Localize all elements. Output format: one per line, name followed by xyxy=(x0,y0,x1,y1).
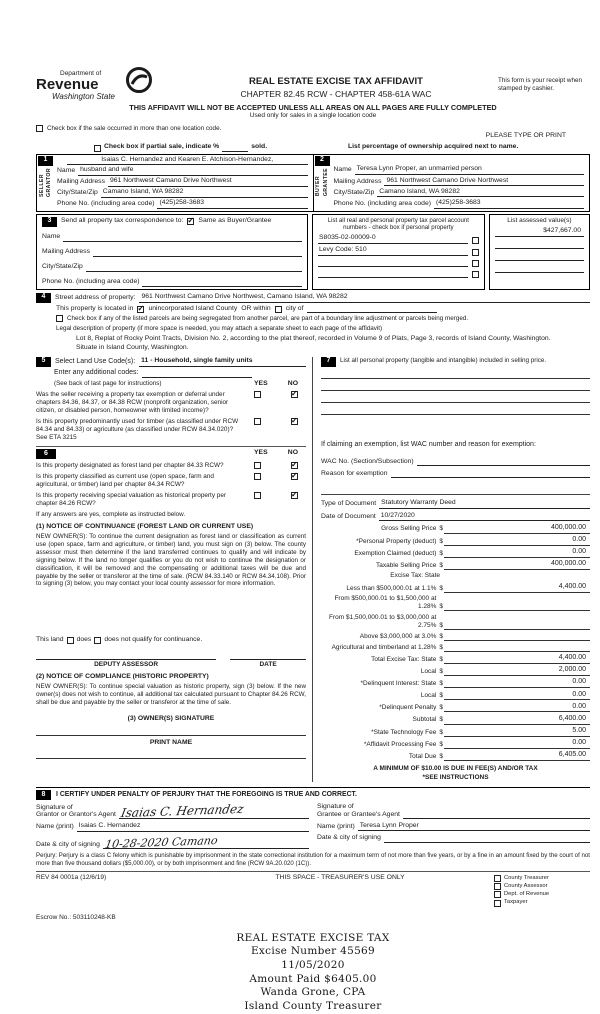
correspondence-section xyxy=(36,214,308,290)
dollar-sign: $ xyxy=(439,667,443,675)
single-location-note: Used only for sales in a single location code xyxy=(249,112,377,120)
dollar-sign: $ xyxy=(439,584,443,592)
tax-row-label: Gross Selling Price xyxy=(381,525,437,533)
tax-row-label: Local xyxy=(420,692,437,700)
grantor-signature-block xyxy=(36,800,309,849)
print-name-blank xyxy=(36,747,306,759)
dollar-sign: $ xyxy=(439,632,443,640)
grantee-role-label: GRANTEE xyxy=(322,167,329,196)
legal-description-text: Lot 8, Replat of Rocky Point Tracts, Division No. 2, according to the plat thereof, recorded in Volume 9 of Plats, Page 3, records of Island County, Washington. xyxy=(76,334,551,342)
dollar-sign: $ xyxy=(439,603,443,611)
dollar-sign: $ xyxy=(439,716,443,724)
tax-row-label: Agricultural and timberland at 1.28% xyxy=(331,643,437,651)
tax-row-label: *Delinquent Interest: State xyxy=(360,680,437,688)
header xyxy=(36,70,590,102)
yes-header: YES xyxy=(254,448,268,456)
copy-label: Taxpayer xyxy=(504,899,528,906)
please-type-or-print-label: PLEASE TYPE OR PRINT xyxy=(485,131,566,139)
street-address-value: 961 Northwest Camano Drive Northwest, Camano Island, WA 98282 xyxy=(139,293,590,302)
tax-row-label: Less than $500,000.01 at 1.1% xyxy=(346,584,437,592)
assessed-header: List assessed value(s) xyxy=(507,216,572,224)
notice-continuance-paragraph: NEW OWNER(S): To continue the current designation as forest land or classification as current use (open space, farm and agriculture, or timber) land, you must sign on (3) below. The county assessor must then determine if the land transferred continues to qualify and will indicate by signing below. If the land no longer qualifies or you do not wish to continue the designation or classification, it will be removed and the compensating or additional taxes will be due and payable by the seller or transferor at the time of sale. (RCW 84.33.140 or RCW 84.34.108). Prior to signing (3) below, you may contact your local county assessor for more information. xyxy=(36,533,306,588)
grantor-name-print-label: Name (print) xyxy=(36,823,74,831)
personal-property-blank xyxy=(321,403,590,415)
owner-signature-label: (3) OWNER(S) SIGNATURE xyxy=(127,715,215,723)
personal-property-blank xyxy=(321,391,590,403)
qualify-prefix: This land xyxy=(36,636,64,644)
tax-row-value: 6,400.00 xyxy=(444,715,590,725)
tax-row-label: *State Technology Fee xyxy=(371,728,437,736)
tax-row-value: 0.00 xyxy=(444,536,590,546)
assessed-blank xyxy=(495,239,584,249)
certification-section xyxy=(36,787,590,867)
tax-row-value: 400,000.00 xyxy=(444,524,590,534)
s6q3-yes-checkbox xyxy=(254,492,261,499)
seller-role-label: SELLER xyxy=(38,173,45,197)
type-of-document-label: Type of Document xyxy=(321,500,377,508)
stamp-line: REAL ESTATE EXCISE TAX xyxy=(236,931,390,944)
grantor-signature-handwriting: Isaias C. Hernandez xyxy=(119,802,245,821)
assessed-values-box xyxy=(489,214,590,290)
parcel-blank xyxy=(318,269,468,278)
tax-row xyxy=(321,666,590,676)
right-column xyxy=(312,357,590,782)
tax-row xyxy=(321,654,590,664)
segregated-checkbox xyxy=(56,315,63,322)
s5-question-1: Was the seller receiving a property tax exemption or deferral under chapters 84.36, 84.37, or 84.38 RCW (nonprofit organization, senior citizen, or disabled person, homeowner with limited income)? xyxy=(36,390,229,414)
city-of-label: city of xyxy=(285,304,304,312)
partial-sale-suffix: sold. xyxy=(251,143,268,151)
partial-sale-percent-blank xyxy=(222,151,248,152)
parcel-personal-checkbox xyxy=(472,237,479,244)
section-3-number: 3 xyxy=(42,217,57,227)
tax-row-label: From $1,500,000.01 to $3,000,000 at 2.75% xyxy=(329,613,437,629)
buyer-phone-label: Phone No. (including area code) xyxy=(333,200,431,208)
s6-question-1: Is this property designated as forest land per chapter 84.33 RCW? xyxy=(36,461,224,469)
buyer-percentage-space xyxy=(334,156,585,164)
tax-row xyxy=(321,691,590,701)
qualify-does: does xyxy=(76,636,92,644)
yes-header: YES xyxy=(254,379,268,387)
tax-row xyxy=(321,632,590,641)
date-of-document-label: Date of Document xyxy=(321,512,376,520)
or-within-label: OR within xyxy=(241,304,271,312)
dollar-sign: $ xyxy=(439,704,443,712)
buyer-phone-value: (425)258-3683 xyxy=(434,199,584,208)
county-treasurer-checkbox xyxy=(494,875,501,882)
personal-property-blank xyxy=(321,367,590,379)
unincorporated-checkbox xyxy=(137,306,144,313)
minimum-due-note: A MINIMUM OF $10.00 IS DUE IN FEE(S) AND/OR TAX xyxy=(373,764,538,772)
stamp-line: Excise Number 45569 xyxy=(250,945,376,958)
seller-phone-value: (425)258-3683 xyxy=(157,199,307,208)
tax-row xyxy=(321,715,590,725)
assessed-blank xyxy=(495,251,584,261)
treasurer-use-only-label: THIS SPACE - TREASURER'S USE ONLY xyxy=(275,873,405,881)
grantee-sig-label: Signature of xyxy=(317,803,354,811)
s6q1-yes-checkbox xyxy=(254,462,261,469)
grantor-sig-label2: Grantor or Grantor's Agent xyxy=(36,811,116,819)
owner-signature-blank xyxy=(36,724,306,736)
tax-row-label: Subtotal xyxy=(412,716,437,724)
section-1-number: 1 xyxy=(38,156,53,166)
tax-row-label: Total Excise Tax: State xyxy=(371,655,437,663)
copy-label: County Assessor xyxy=(504,882,548,889)
notice-compliance-heading: (2) NOTICE OF COMPLIANCE (HISTORIC PROPERTY) xyxy=(36,672,209,680)
levy-code-value: Levy Code: 510 xyxy=(318,246,468,255)
assessed-value: $427,667.00 xyxy=(495,227,584,237)
dollar-sign: $ xyxy=(439,692,443,700)
s5q1-no-checkbox xyxy=(291,391,298,398)
dollar-sign: $ xyxy=(439,680,443,688)
deputy-assessor-line: DEPUTY ASSESSOR xyxy=(36,659,216,669)
warning-line: THIS AFFIDAVIT WILL NOT BE ACCEPTED UNLESS ALL AREAS ON ALL PAGES ARE FULLY COMPLETED xyxy=(129,103,497,113)
multi-location-label: Check box if the sale occurred in more than one location code. xyxy=(47,124,222,132)
washington-state-label: Washington State xyxy=(52,92,116,102)
left-column xyxy=(36,357,312,782)
section-6-number: 6 xyxy=(36,449,56,459)
tax-row-value: 2,000.00 xyxy=(444,666,590,676)
tax-row-label: Exemption Claimed (deduct) xyxy=(354,549,437,557)
street-address-label: Street address of property: xyxy=(55,294,136,302)
notice-compliance-paragraph: NEW OWNER(S): To continue special valuation as historic property, sign (3) below. If the new owner(s) does not wish to continue, all additional tax calculated pursuant to Chapter 84.26 RCW, shall be due and payable by the seller or transferor at the time of sale. xyxy=(36,683,306,707)
tax-row xyxy=(321,548,590,558)
tax-row xyxy=(321,678,590,688)
tax-row xyxy=(321,703,590,713)
if-yes-note: If any answers are yes, complete as instructed below. xyxy=(36,510,186,518)
tax-row xyxy=(321,583,590,593)
tax-row-value xyxy=(444,632,590,641)
tax-row-label: Local xyxy=(420,667,437,675)
parcel-personal-checkbox xyxy=(472,260,479,267)
dollar-sign: $ xyxy=(439,740,443,748)
parcel-personal-checkbox xyxy=(472,249,479,256)
corr-phone-label: Phone No. (including area code) xyxy=(42,278,140,286)
dollar-sign: $ xyxy=(439,643,443,651)
title-block xyxy=(174,70,498,100)
buyer-city-label: City/State/Zip xyxy=(333,188,375,196)
s5q2-no-checkbox xyxy=(291,418,298,425)
tax-row xyxy=(321,572,590,580)
same-as-buyer-label: Same as Buyer/Grantee xyxy=(198,217,272,225)
s6q3-no-checkbox xyxy=(291,492,298,499)
section-7-number: 7 xyxy=(321,357,336,367)
grantee-signature-blank xyxy=(403,811,590,819)
form-subtitle: CHAPTER 82.45 RCW - CHAPTER 458-61A WAC xyxy=(240,88,432,99)
buyer-role-label: BUYER xyxy=(315,175,321,196)
stamp-line: Wanda Grone, CPA xyxy=(260,986,366,999)
certify-statement: I CERTIFY UNDER PENALTY OF PERJURY THAT THE FOREGOING IS TRUE AND CORRECT. xyxy=(56,790,357,798)
no-header: NO xyxy=(287,448,298,456)
personal-property-blank xyxy=(321,379,590,391)
grantee-name-print-value: Teresa Lynn Proper xyxy=(358,822,590,831)
tax-row-value: 6,405.00 xyxy=(444,751,590,761)
tax-row-value xyxy=(444,603,590,612)
stamp-line: Amount Paid $6405.00 xyxy=(249,972,377,985)
buyer-section xyxy=(313,155,590,211)
land-does-not-checkbox xyxy=(94,637,101,644)
s6-question-3: Is this property receiving special valuation as historical property per chapter 84.26 RCW? xyxy=(36,491,227,507)
corr-phone-blank xyxy=(142,279,302,287)
tax-row-value: 4,400.00 xyxy=(444,583,590,593)
segregated-label: Check box if any of the listed parcels are being segregated from another parcel, are part of a boundary line adjustment or parcels being merged. xyxy=(67,315,469,323)
tax-row-label: From $500,000.01 to $1,500,000 at 1.28% xyxy=(334,595,437,611)
qualify-does-not: does not qualify for continuance. xyxy=(104,636,203,644)
corr-name-blank xyxy=(63,234,302,242)
taxpayer-checkbox xyxy=(494,900,501,907)
legal-description-situate: Situate in Island County, Washington. xyxy=(76,344,189,352)
wac-no-blank xyxy=(417,458,590,466)
tax-row-label: *Personal Property (deduct) xyxy=(356,537,437,545)
buyer-address-value: 961 Northwest Camano Drive Northwest xyxy=(384,177,584,186)
section-8-number: 8 xyxy=(36,790,51,800)
same-as-buyer-checkbox xyxy=(187,218,194,225)
tax-row xyxy=(321,727,590,737)
dollar-sign: $ xyxy=(439,728,443,736)
print-name-label: PRINT NAME xyxy=(149,738,193,746)
perjury-paragraph: Perjury: Perjury is a class C felony which is punishable by imprisonment in the state correctional institution for a maximum term of not more than five years, or by a fine in an amount fixed by the court of not more than five thousand dollars ($5,000.00), or by both imprisonment and fine (RCW 9A.20.020 (1C)). xyxy=(36,852,590,868)
located-prefix: This property is located in xyxy=(56,304,134,312)
rev-form-number: REV 84 0001a (12/6/19) xyxy=(36,873,107,881)
land-use-code-value: 11 - Household, single family units xyxy=(139,357,306,366)
columns xyxy=(36,357,590,782)
tax-row-value: 400,000.00 xyxy=(444,560,590,570)
parcel-number-value: S8035-02-00009-0 xyxy=(318,234,468,243)
tax-row-value: 0.00 xyxy=(444,739,590,749)
s5q1-yes-checkbox xyxy=(254,391,261,398)
reason-exemption-blank xyxy=(391,470,591,478)
section-5-number: 5 xyxy=(36,357,51,367)
tax-row xyxy=(321,595,590,611)
form-title: REAL ESTATE EXCISE TAX AFFIDAVIT xyxy=(248,76,423,87)
seller-city-value: Camano Island, WA 98282 xyxy=(101,188,308,197)
stamp-line: Island County Treasurer xyxy=(244,999,382,1012)
grantee-signature-block xyxy=(309,800,590,849)
property-section xyxy=(36,293,590,353)
city-of-checkbox xyxy=(275,306,282,313)
additional-codes-blank xyxy=(142,370,252,378)
no-header: NO xyxy=(287,379,298,387)
unincorporated-label: unincorporated Island County xyxy=(148,304,238,312)
corr-name-label: Name xyxy=(42,233,61,241)
grantee-date-city-label: Date & city of signing xyxy=(317,834,381,842)
seller-names-line: Isaias C. Hernandez and Kearen E. Atchison-Hernandez, xyxy=(67,156,308,165)
dept-of-label: Department of xyxy=(60,70,102,77)
seller-name-value: husband and wife xyxy=(78,166,307,175)
see-back-note: (See back of last page for instructions) xyxy=(54,379,162,387)
corr-address-blank xyxy=(93,249,302,257)
escrow-number: Escrow No.: 503110248-KB xyxy=(36,913,116,921)
tax-row-label: Taxable Selling Price xyxy=(376,561,437,569)
land-does-checkbox xyxy=(67,637,74,644)
dollar-sign: $ xyxy=(439,537,443,545)
additional-codes-label: Enter any additional codes: xyxy=(54,368,139,376)
type-of-document-value: Statutory Warranty Deed xyxy=(379,499,590,508)
receipt-note: This form is your receipt when stamped by cashier. xyxy=(498,77,582,92)
tax-row xyxy=(321,524,590,534)
revenue-wordmark: Revenue xyxy=(36,76,99,94)
seller-name-label: Name xyxy=(57,167,76,175)
date-of-document-value: 10/27/2020 xyxy=(379,512,590,521)
dollar-sign: $ xyxy=(439,549,443,557)
tax-row xyxy=(321,739,590,749)
tax-row-label: *Affidavit Processing Fee xyxy=(363,740,437,748)
location-row xyxy=(36,125,590,140)
dollar-sign: $ xyxy=(439,525,443,533)
seller-address-label: Mailing Address xyxy=(57,178,105,186)
parcel-personal-checkbox xyxy=(472,271,479,278)
dor-logo xyxy=(36,70,174,102)
corr-city-label: City/State/Zip xyxy=(42,263,83,271)
seller-address-value: 961 Northwest Camano Drive Northwest xyxy=(108,177,308,186)
partial-sale-checkbox xyxy=(94,145,101,152)
stamp-line: 11/05/2020 xyxy=(281,959,345,972)
grantor-role-label: GRANTOR xyxy=(46,167,52,197)
copy-label: Dept. of Revenue xyxy=(504,891,550,898)
grantee-date-city-blank xyxy=(384,835,590,843)
wac-no-label: WAC No. (Section/Subsection) xyxy=(321,457,414,465)
multi-location-checkbox xyxy=(36,125,43,132)
tax-row xyxy=(321,536,590,546)
correspondence-label: Send all property tax correspondence to: xyxy=(61,217,184,225)
footer-row xyxy=(36,871,590,907)
partial-sale-label: Check box if partial sale, indicate % xyxy=(104,143,220,151)
grantor-date-city-label: Date & city of signing xyxy=(36,840,100,848)
corr-address-label: Mailing Address xyxy=(42,248,90,256)
grantor-sig-label: Signature of xyxy=(36,803,73,811)
ownership-note: List percentage of ownership acquired next to name. xyxy=(348,143,519,151)
parcel-blank xyxy=(318,258,468,267)
s6q2-yes-checkbox xyxy=(254,473,261,480)
grantor-date-city-handwriting: 10-28-2020 Camano xyxy=(103,833,219,851)
seller-section xyxy=(37,155,313,211)
copy-label: County Treasurer xyxy=(504,874,549,881)
legal-description-label: Legal description of property (if more space is needed, you may attach a separate sheet to each page of the affidavit) xyxy=(56,324,383,332)
assessed-blank xyxy=(495,263,584,273)
personal-property-label: List all personal property (tangible and intangible) included in selling price. xyxy=(340,356,547,364)
dollar-sign: $ xyxy=(439,621,443,629)
parcel-header: List all real and personal property tax parcel account numbers - check box if personal property xyxy=(327,216,469,232)
dollar-sign: $ xyxy=(439,752,443,760)
exemption-label: If claiming an exemption, list WAC number and reason for exemption: xyxy=(321,440,536,448)
deputy-date-line: DATE xyxy=(230,659,306,669)
parcel-area xyxy=(312,214,590,290)
grantee-name-print-label: Name (print) xyxy=(317,822,355,830)
grantee-sig-label2: Grantee or Grantee's Agent xyxy=(317,811,400,819)
city-of-blank xyxy=(307,305,437,313)
dollar-sign: $ xyxy=(439,561,443,569)
tax-row-value xyxy=(444,643,590,652)
copy-distribution-list xyxy=(494,874,590,907)
buyer-name-label: Name xyxy=(333,166,352,174)
tax-row xyxy=(321,614,590,630)
treasurer-receipt-stamp xyxy=(36,932,590,1014)
correspondence-parcels-row xyxy=(36,214,590,290)
partial-sale-row xyxy=(36,143,590,151)
s5q2-yes-checkbox xyxy=(254,418,261,425)
section-2-number: 2 xyxy=(315,156,330,166)
tax-row-value: 0.00 xyxy=(444,703,590,713)
seller-city-label: City/State/Zip xyxy=(57,189,98,197)
tax-row-value: 0.00 xyxy=(444,548,590,558)
buyer-name-value: Teresa Lynn Proper, an unmarried person xyxy=(355,165,584,174)
s6q1-no-checkbox xyxy=(291,462,298,469)
county-assessor-checkbox xyxy=(494,883,501,890)
buyer-city-value: Camano Island, WA 98282 xyxy=(377,188,584,197)
section-4-number: 4 xyxy=(36,293,51,303)
notice-continuance-heading: (1) NOTICE OF CONTINUANCE (FOREST LAND OR CURRENT USE) xyxy=(36,522,254,530)
reason-exemption-label: Reason for exemption xyxy=(321,469,388,477)
corr-city-blank xyxy=(86,264,302,272)
tax-row-label: Total Due xyxy=(408,752,437,760)
land-use-label: Select Land Use Code(s): xyxy=(55,358,136,365)
dor-swirl-logo-icon xyxy=(124,65,154,95)
tax-row-value: 4,400.00 xyxy=(444,654,590,664)
tax-row-label: *Delinquent Penalty xyxy=(379,704,437,712)
dollar-sign: $ xyxy=(439,655,443,663)
tax-row-label: Excise Tax: State xyxy=(390,572,440,580)
parcel-numbers-box xyxy=(312,214,485,290)
see-instructions-note: *SEE INSTRUCTIONS xyxy=(422,774,489,782)
tax-row-value xyxy=(444,621,590,630)
seller-phone-label: Phone No. (including area code) xyxy=(57,200,155,208)
tax-row xyxy=(321,751,590,761)
s6q2-no-checkbox xyxy=(291,473,298,480)
tax-row xyxy=(321,560,590,570)
s5-question-2: Is this property predominantly used for timber (as classified under RCW 84.34 and 84.33) or agriculture (as classified under RCW 84.34.020)? See ETA 3215 xyxy=(36,417,239,441)
tax-row-value: 5.00 xyxy=(444,727,590,737)
dept-of-revenue-checkbox xyxy=(494,891,501,898)
tax-row-value: 0.00 xyxy=(444,691,590,701)
grantor-name-print-value: Isaias C. Hernandez xyxy=(77,822,309,831)
s6-question-2: Is this property classified as current use (open space, farm and agricultural, or timber) land per chapter 84.34 RCW? xyxy=(36,472,214,488)
tax-row-value: 0.00 xyxy=(444,678,590,688)
tax-row-label: Above $3,000,000 at 3.0% xyxy=(359,632,437,640)
buyer-address-label: Mailing Address xyxy=(333,177,382,185)
tax-row xyxy=(321,643,590,652)
parties-box xyxy=(36,154,590,212)
